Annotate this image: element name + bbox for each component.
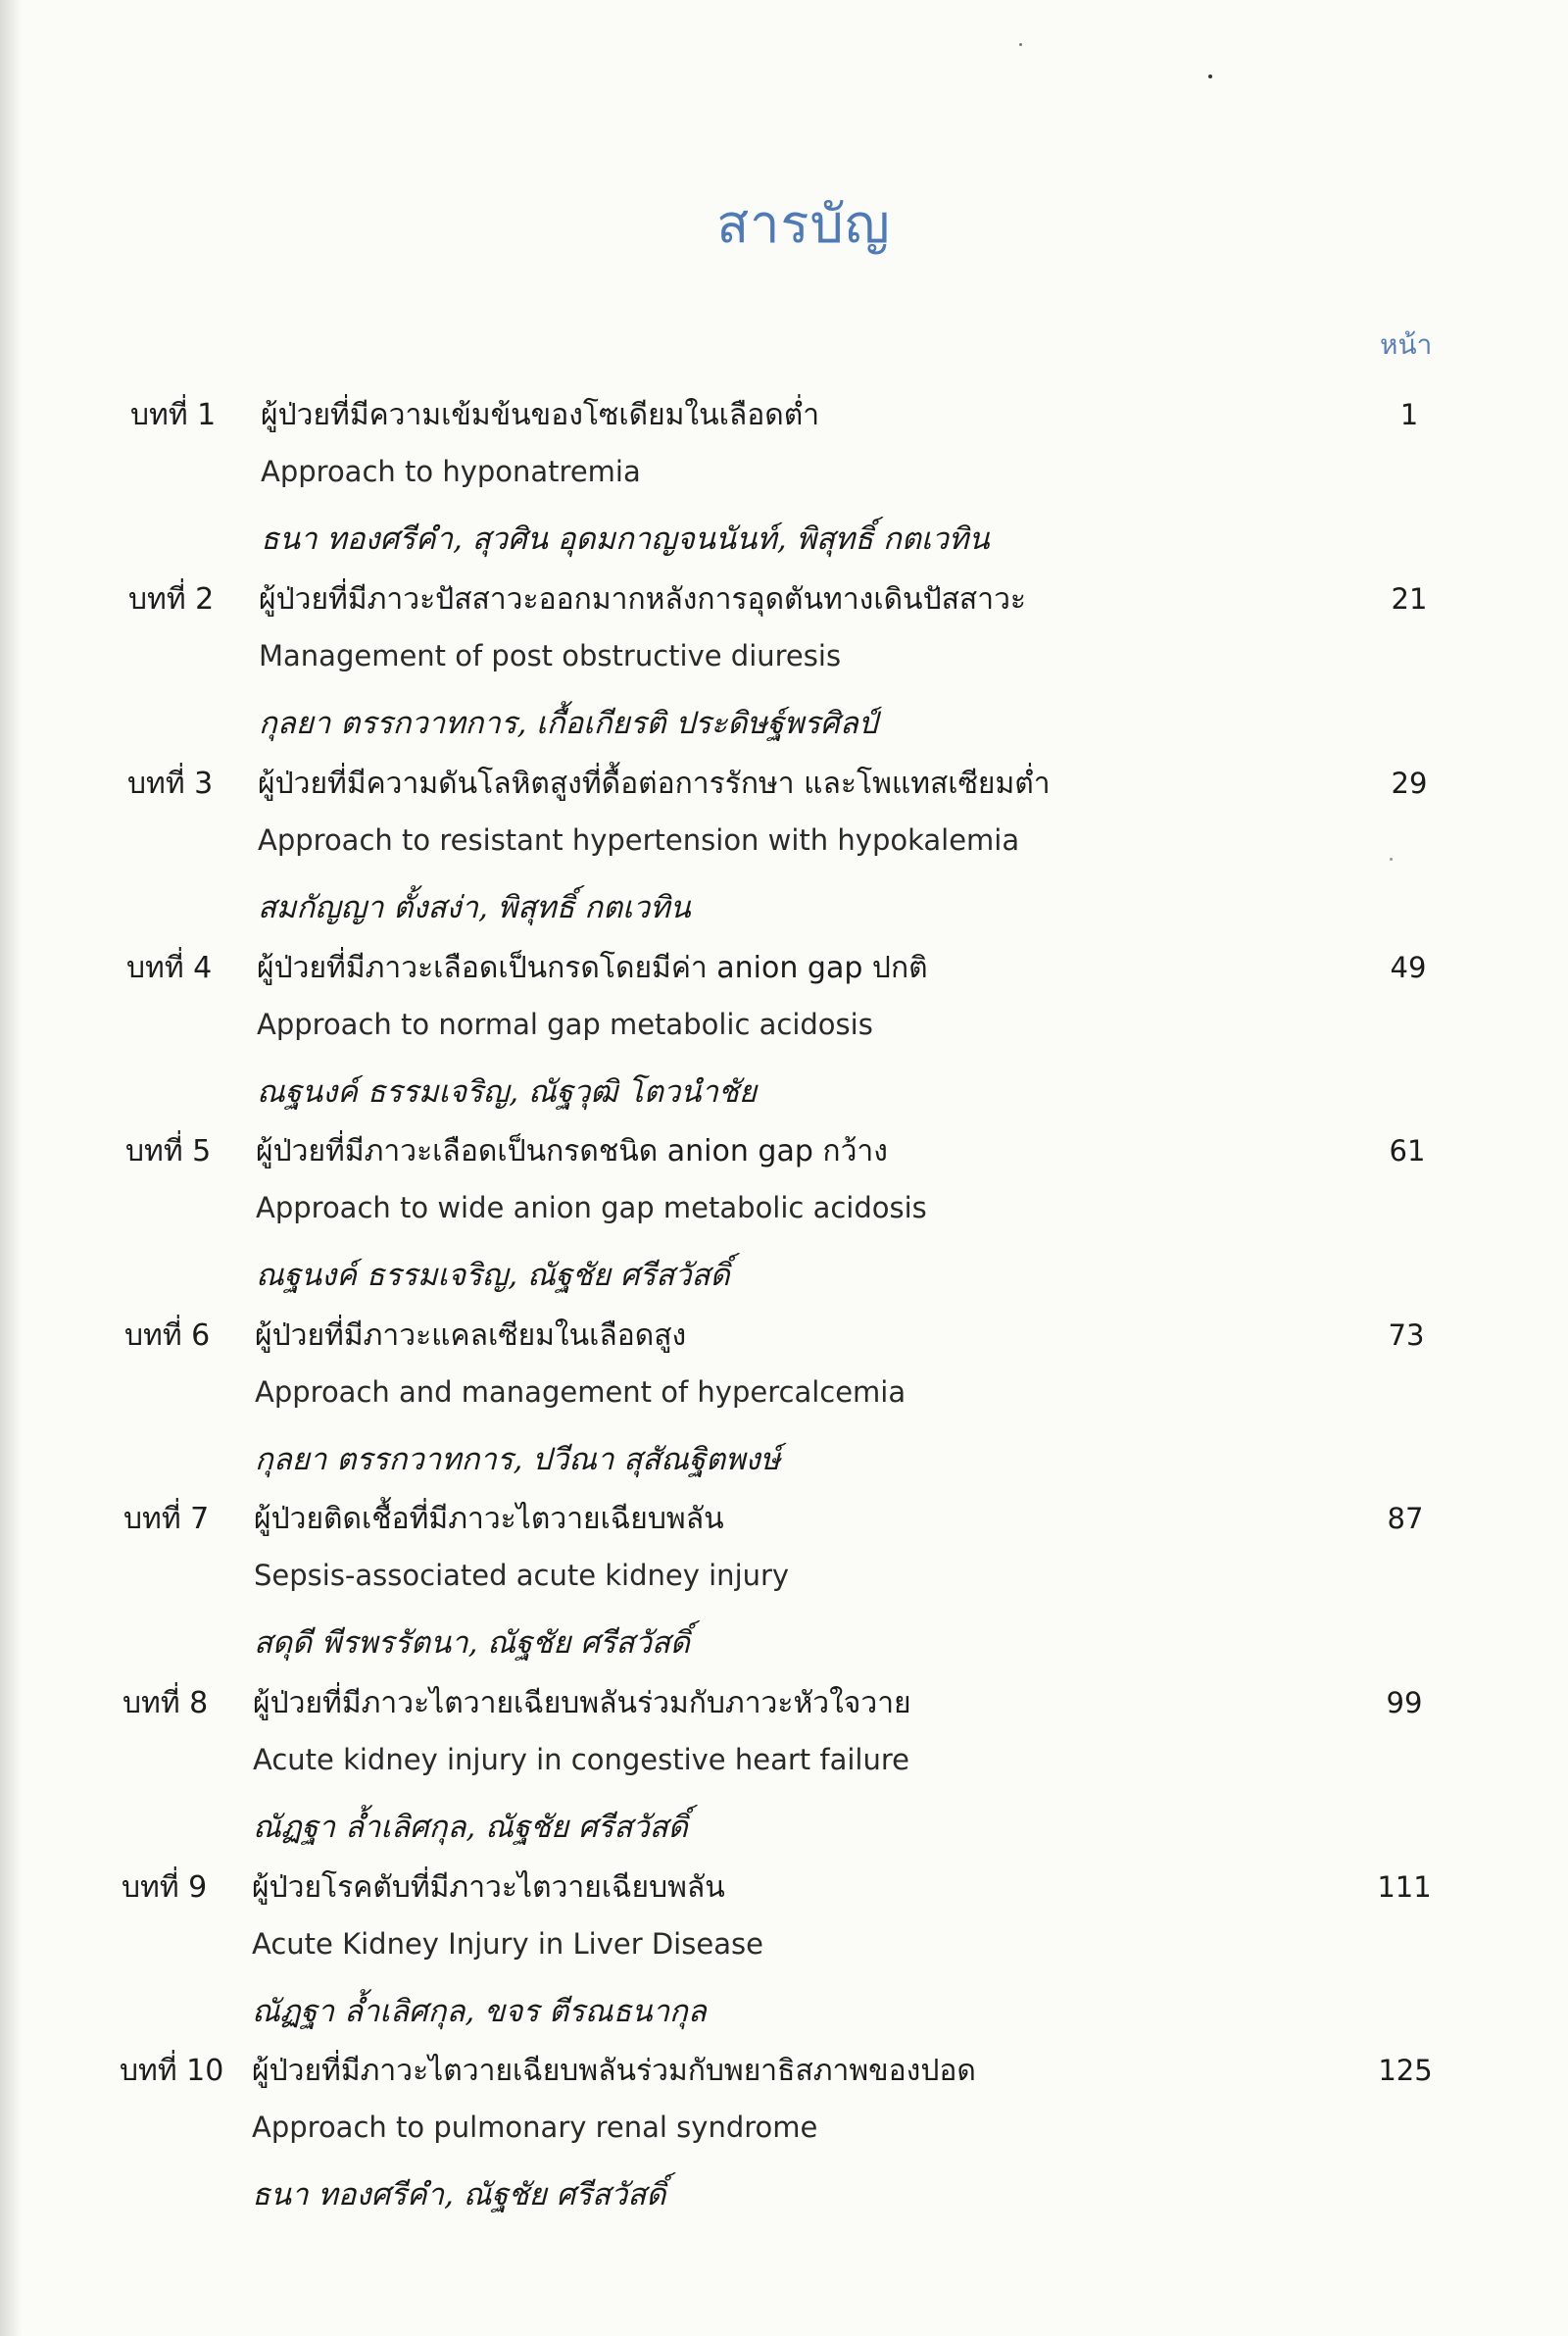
chapter-page-number: 1 xyxy=(1399,398,1419,431)
scan-speck xyxy=(1390,858,1393,861)
chapter-authors: ธนา ทองศรีคำ, ณัฐชัย ศรีสวัสดิ์ xyxy=(252,2177,666,2212)
chapter-page-number: 125 xyxy=(1378,2054,1433,2087)
chapter-label: บทที่ 9 xyxy=(122,1870,208,1905)
chapter-authors: ณฐนงค์ ธรรมเจริญ, ณัฐวุฒิ โตวนำชัย xyxy=(257,1074,758,1110)
chapter-thai-title: ผู้ป่วยที่มีภาวะปัสสาวะออกมากหลังการอุดตันทางเดินปัสสาวะ xyxy=(259,582,1027,617)
chapter-authors: ณัฏฐา ล้ำเลิศกุล, ณัฐชัย ศรีสวัสดิ์ xyxy=(253,1810,688,1845)
chapter-authors: ณฐนงค์ ธรรมเจริญ, ณัฐชัย ศรีสวัสดิ์ xyxy=(256,1258,730,1293)
chapter-english-title: Approach to resistant hypertension with hypokalemia xyxy=(258,823,1020,857)
chapter-page-number: 111 xyxy=(1377,1870,1432,1904)
chapter-english-title: Approach to pulmonary renal syndrome xyxy=(252,2111,818,2144)
chapter-thai-title: ผู้ป่วยติดเชื้อที่มีภาวะไตวายเฉียบพลัน xyxy=(254,1502,724,1536)
chapter-authors: ธนา ทองศรีคำ, สุวศิน อุดมกาญจนนันท์, พิสุทธิ์ กตเวทิน xyxy=(261,522,990,557)
page-shadow-edge xyxy=(0,0,22,2336)
chapter-english-title: Approach to wide anion gap metabolic acidosis xyxy=(256,1191,927,1224)
chapter-english-title: Acute kidney injury in congestive heart failure xyxy=(253,1743,909,1776)
chapter-thai-title: ผู้ป่วยที่มีภาวะไตวายเฉียบพลันร่วมกับพยาธิสภาพของปอด xyxy=(252,2054,976,2088)
scan-speck xyxy=(1019,43,1022,46)
chapter-label: บทที่ 10 xyxy=(120,2054,224,2088)
chapter-thai-title: ผู้ป่วยที่มีภาวะไตวายเฉียบพลันร่วมกับภาวะหัวใจวาย xyxy=(253,1686,911,1720)
chapter-english-title: Approach to normal gap metabolic acidosis xyxy=(257,1008,873,1041)
chapter-authors: สดุดี พีรพรรัตนา, ณัฐชัย ศรีสวัสดิ์ xyxy=(254,1625,690,1661)
chapter-thai-title: ผู้ป่วยที่มีภาวะแคลเซียมในเลือดสูง xyxy=(255,1318,687,1353)
chapter-label: บทที่ 3 xyxy=(127,767,214,801)
page-column-header: หน้า xyxy=(1380,328,1433,361)
chapter-thai-title: ผู้ป่วยที่มีความดันโลหิตสูงที่ดื้อต่อการรักษา และโพแทสเซียมต่ำ xyxy=(258,767,1051,801)
chapter-authors: สมกัญญา ตั้งสง่า, พิสุทธิ์ กตเวทิน xyxy=(258,890,691,925)
chapter-label: บทที่ 5 xyxy=(125,1134,212,1168)
chapter-page-number: 21 xyxy=(1391,582,1428,616)
chapter-thai-title: ผู้ป่วยที่มีภาวะเลือดเป็นกรดชนิด anion gap กว้าง xyxy=(256,1134,888,1168)
chapter-english-title: Approach and management of hypercalcemia xyxy=(255,1375,906,1409)
chapter-page-number: 99 xyxy=(1386,1686,1423,1719)
chapter-page-number: 73 xyxy=(1388,1318,1425,1352)
chapter-label: บทที่ 6 xyxy=(124,1318,211,1353)
chapter-english-title: Approach to hyponatremia xyxy=(261,455,641,488)
chapter-english-title: Acute Kidney Injury in Liver Disease xyxy=(252,1927,763,1961)
chapter-thai-title: ผู้ป่วยที่มีภาวะเลือดเป็นกรดโดยมีค่า anion gap ปกติ xyxy=(257,951,928,985)
chapter-thai-title: ผู้ป่วยโรคตับที่มีภาวะไตวายเฉียบพลัน xyxy=(252,1870,725,1905)
chapter-label: บทที่ 1 xyxy=(130,398,217,432)
chapter-page-number: 29 xyxy=(1391,767,1428,800)
chapter-thai-title: ผู้ป่วยที่มีความเข้มข้นของโซเดียมในเลือดต่ำ xyxy=(261,398,820,432)
scan-speck xyxy=(1208,75,1212,78)
chapter-label: บทที่ 4 xyxy=(126,951,213,985)
page-title: สารบัญ xyxy=(716,193,891,255)
chapter-authors: กุลยา ตรรกวาทการ, เกื้อเกียรติ ประดิษฐ์พรศิลป์ xyxy=(259,706,878,741)
chapter-page-number: 61 xyxy=(1389,1134,1426,1168)
chapter-english-title: Sepsis-associated acute kidney injury xyxy=(254,1559,790,1592)
chapter-english-title: Management of post obstructive diuresis xyxy=(259,639,842,672)
chapter-authors: ณัฏฐา ล้ำเลิศกุล, ขจร ตีรณธนากุล xyxy=(252,1994,707,2029)
chapter-label: บทที่ 7 xyxy=(123,1502,210,1536)
chapter-page-number: 87 xyxy=(1387,1502,1424,1535)
chapter-page-number: 49 xyxy=(1390,951,1427,984)
chapter-authors: กุลยา ตรรกวาทการ, ปวีณา สุสัณฐิตพงษ์ xyxy=(255,1442,781,1477)
chapter-label: บทที่ 2 xyxy=(128,582,215,617)
chapter-label: บทที่ 8 xyxy=(122,1686,209,1720)
